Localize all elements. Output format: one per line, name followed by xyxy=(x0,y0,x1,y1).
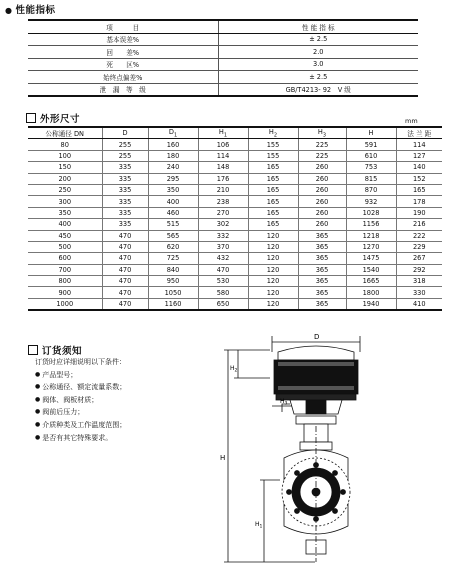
ordering-list xyxy=(35,356,126,444)
ordering-intro: 订货时应详细说明以下条件： xyxy=(35,358,126,366)
dimensions-cell: 460 xyxy=(148,207,198,218)
actuator-cap xyxy=(278,346,354,360)
dimensions-cell: 152 xyxy=(396,173,442,184)
dimensions-cell: 225 xyxy=(298,139,346,150)
dimensions-cell: 1665 xyxy=(346,276,396,287)
dimensions-row xyxy=(28,173,442,184)
dimensions-cell: 120 xyxy=(248,298,298,310)
dimensions-cell: 260 xyxy=(298,219,346,230)
dimensions-cell: 120 xyxy=(248,253,298,264)
dimensions-cell: 270 xyxy=(198,207,248,218)
dimensions-cell: 335 xyxy=(102,162,148,173)
dimensions-cell: 470 xyxy=(102,241,148,252)
dimensions-cell: 365 xyxy=(298,230,346,241)
dimensions-cell: 267 xyxy=(396,253,442,264)
dimensions-cell: 165 xyxy=(248,207,298,218)
ordering-item: ● 是否有其它特殊要求。 xyxy=(35,432,126,445)
performance-item: 泄 漏 等 级 xyxy=(28,83,218,96)
dimensions-cell: 318 xyxy=(396,276,442,287)
performance-header-row xyxy=(28,20,418,33)
header-flange: 法 兰 距 xyxy=(396,127,442,139)
dimensions-cell: 238 xyxy=(198,196,248,207)
dimensions-cell: 178 xyxy=(396,196,442,207)
dimensions-cell: 255 xyxy=(102,139,148,150)
dimensions-cell: 120 xyxy=(248,264,298,275)
dimensions-cell: 300 xyxy=(28,196,102,207)
dimensions-cell: 700 xyxy=(28,264,102,275)
ordering-item: ● 产品型号； xyxy=(35,369,126,382)
performance-row xyxy=(28,71,418,84)
dimensions-cell: 229 xyxy=(396,241,442,252)
stem-collar xyxy=(296,416,336,424)
dimensions-cell: 470 xyxy=(102,264,148,275)
dimensions-row xyxy=(28,150,442,161)
dimensions-cell: 210 xyxy=(198,184,248,195)
dimensions-cell: 260 xyxy=(298,196,346,207)
dimensions-table xyxy=(28,126,442,311)
dimensions-section-title: 外形尺寸 xyxy=(26,111,80,125)
dimensions-cell: 335 xyxy=(102,173,148,184)
dimensions-cell: 1540 xyxy=(346,264,396,275)
performance-value: ± 2.5 xyxy=(218,33,418,46)
dimensions-cell: 470 xyxy=(102,276,148,287)
dimensions-cell: 176 xyxy=(198,173,248,184)
dimensions-body xyxy=(28,139,442,310)
dimensions-cell: 335 xyxy=(102,196,148,207)
dimensions-cell: 470 xyxy=(102,230,148,241)
header-h3-sub: 3 xyxy=(322,132,327,139)
dimensions-cell: 148 xyxy=(198,162,248,173)
dimensions-cell: 591 xyxy=(346,139,396,150)
dimensions-row xyxy=(28,253,442,264)
dimensions-cell: 165 xyxy=(248,184,298,195)
dimensions-cell: 870 xyxy=(346,184,396,195)
dimensions-cell: 150 xyxy=(28,162,102,173)
dimensions-cell: 840 xyxy=(148,264,198,275)
dimensions-cell: 165 xyxy=(248,162,298,173)
dimensions-cell: 106 xyxy=(198,139,248,150)
dimensions-cell: 295 xyxy=(148,173,198,184)
dimensions-cell: 250 xyxy=(28,184,102,195)
performance-item: 基本误差% xyxy=(28,33,218,46)
dimensions-cell: 260 xyxy=(298,184,346,195)
header-h2: $H_2$ xyxy=(248,127,298,139)
dimensions-cell: 114 xyxy=(396,139,442,150)
header-h1-sub: 1 xyxy=(223,132,228,139)
dimensions-cell: 302 xyxy=(198,219,248,230)
performance-row xyxy=(28,58,418,71)
performance-header-value: 性 能 指 标 xyxy=(218,20,418,33)
dimensions-row xyxy=(28,219,442,230)
dimensions-cell: 565 xyxy=(148,230,198,241)
dimensions-cell: 753 xyxy=(346,162,396,173)
dimensions-cell: 370 xyxy=(198,241,248,252)
dimensions-cell: 292 xyxy=(396,264,442,275)
dimensions-cell: 335 xyxy=(102,207,148,218)
dimensions-cell: 470 xyxy=(102,287,148,298)
dimensions-cell: 330 xyxy=(396,287,442,298)
dimensions-cell: 365 xyxy=(298,298,346,310)
label-d: D xyxy=(314,333,320,341)
ordering-item: ● 介质种类及工作温度范围； xyxy=(35,419,126,432)
header-h1: $H_1$ xyxy=(198,127,248,139)
dimensions-cell: 240 xyxy=(148,162,198,173)
dimensions-cell: 80 xyxy=(28,139,102,150)
dimensions-cell: 350 xyxy=(28,207,102,218)
dimensions-cell: 260 xyxy=(298,162,346,173)
dimensions-cell: 160 xyxy=(148,139,198,150)
yoke-block xyxy=(306,400,326,414)
dimensions-cell: 432 xyxy=(198,253,248,264)
dimensions-header-row xyxy=(28,127,442,139)
dimensions-cell: 120 xyxy=(248,241,298,252)
actuator-base xyxy=(276,394,356,400)
dimensions-cell: 365 xyxy=(298,276,346,287)
dimensions-cell: 155 xyxy=(248,139,298,150)
dimensions-cell: 470 xyxy=(102,253,148,264)
dimensions-row xyxy=(28,139,442,150)
performance-item: 死 区% xyxy=(28,58,218,71)
label-h2: $H_2$ xyxy=(230,365,238,374)
performance-value: 3.0 xyxy=(218,58,418,71)
dimensions-cell: 216 xyxy=(396,219,442,230)
dimensions-cell: 470 xyxy=(102,298,148,310)
performance-section-title: ● 性能指标 xyxy=(5,2,56,16)
dimensions-cell: 450 xyxy=(28,230,102,241)
dimensions-row xyxy=(28,230,442,241)
performance-value: 2.0 xyxy=(218,46,418,59)
label-h: H xyxy=(220,454,226,462)
ordering-item: ● 阀体、阀板材质； xyxy=(35,394,126,407)
performance-table xyxy=(28,19,418,97)
dimensions-cell: 222 xyxy=(396,230,442,241)
header-h3: $H_3$ xyxy=(298,127,346,139)
dimensions-cell: 1156 xyxy=(346,219,396,230)
dimensions-row xyxy=(28,241,442,252)
dimensions-cell: 165 xyxy=(248,196,298,207)
performance-item: 回 差% xyxy=(28,46,218,59)
performance-row xyxy=(28,46,418,59)
dimensions-cell: 114 xyxy=(198,150,248,161)
dimensions-cell: 1028 xyxy=(346,207,396,218)
performance-row xyxy=(28,33,418,46)
header-h2-sub: 2 xyxy=(273,132,278,139)
dimensions-row xyxy=(28,264,442,275)
performance-value: ± 2.5 xyxy=(218,71,418,84)
performance-row xyxy=(28,83,418,96)
dimensions-cell: 365 xyxy=(298,253,346,264)
dimensions-cell: 120 xyxy=(248,230,298,241)
dimensions-cell: 365 xyxy=(298,241,346,252)
dimensions-cell: 335 xyxy=(102,184,148,195)
dimensions-row xyxy=(28,162,442,173)
dimensions-row xyxy=(28,196,442,207)
dimensions-cell: 400 xyxy=(28,219,102,230)
dimensions-cell: 255 xyxy=(102,150,148,161)
dimensions-cell: 365 xyxy=(298,264,346,275)
dimensions-cell: 1270 xyxy=(346,241,396,252)
dimensions-cell: 190 xyxy=(396,207,442,218)
dimensions-cell: 127 xyxy=(396,150,442,161)
dimensions-cell: 610 xyxy=(346,150,396,161)
dimensions-row xyxy=(28,287,442,298)
dimensions-cell: 580 xyxy=(198,287,248,298)
dimensions-cell: 1475 xyxy=(346,253,396,264)
performance-value: GB/T4213- 92 V 级 xyxy=(218,83,418,96)
dimensions-row xyxy=(28,298,442,310)
dimensions-cell: 1940 xyxy=(346,298,396,310)
dimensions-cell: 165 xyxy=(396,184,442,195)
dimensions-cell: 260 xyxy=(298,207,346,218)
dimensions-cell: 932 xyxy=(346,196,396,207)
dimensions-cell: 1000 xyxy=(28,298,102,310)
dimensions-cell: 200 xyxy=(28,173,102,184)
header-h: H xyxy=(346,127,396,139)
dimensions-cell: 1800 xyxy=(346,287,396,298)
dimensions-cell: 500 xyxy=(28,241,102,252)
header-d1-sub: 1 xyxy=(173,132,178,139)
dimensions-cell: 350 xyxy=(148,184,198,195)
header-d: D xyxy=(102,127,148,139)
dimensions-cell: 725 xyxy=(148,253,198,264)
header-dn: 公称通径 DN xyxy=(28,127,102,139)
dimensions-row xyxy=(28,184,442,195)
dimensions-row xyxy=(28,276,442,287)
dimensions-cell: 180 xyxy=(148,150,198,161)
dimensions-cell: 1218 xyxy=(346,230,396,241)
dimensions-cell: 260 xyxy=(298,173,346,184)
dimensions-cell: 165 xyxy=(248,219,298,230)
dimensions-cell: 650 xyxy=(198,298,248,310)
dimensions-cell: 332 xyxy=(198,230,248,241)
performance-header-item: 项 目 xyxy=(28,20,218,33)
dimensions-cell: 950 xyxy=(148,276,198,287)
dimensions-cell: 165 xyxy=(248,173,298,184)
dimensions-cell: 120 xyxy=(248,276,298,287)
dimensions-cell: 410 xyxy=(396,298,442,310)
header-d1: $D_1$ xyxy=(148,127,198,139)
dimensions-cell: 400 xyxy=(148,196,198,207)
ordering-item: ● 阀前后压力； xyxy=(35,406,126,419)
dimensions-cell: 1050 xyxy=(148,287,198,298)
dimensions-cell: 515 xyxy=(148,219,198,230)
ordering-item: ● 公称通径、额定流量系数； xyxy=(35,381,126,394)
dimensions-row xyxy=(28,207,442,218)
dimensions-unit: mm xyxy=(405,117,418,125)
dimensions-cell: 530 xyxy=(198,276,248,287)
dimensions-cell: 1160 xyxy=(148,298,198,310)
ordering-section-title: 订货须知 xyxy=(28,343,82,357)
dimensions-cell: 600 xyxy=(28,253,102,264)
label-h3: $H_3$ xyxy=(280,398,288,407)
dimensions-cell: 470 xyxy=(198,264,248,275)
dimensions-cell: 120 xyxy=(248,287,298,298)
dimensions-cell: 140 xyxy=(396,162,442,173)
dimensions-cell: 335 xyxy=(102,219,148,230)
dimensions-cell: 225 xyxy=(298,150,346,161)
dimensions-cell: 815 xyxy=(346,173,396,184)
label-h1: $H_1$ xyxy=(255,521,263,530)
dimensions-cell: 155 xyxy=(248,150,298,161)
performance-item: 始终点偏差% xyxy=(28,71,218,84)
dimensions-cell: 800 xyxy=(28,276,102,287)
valve-drawing xyxy=(220,330,400,568)
dimensions-cell: 900 xyxy=(28,287,102,298)
dimensions-cell: 365 xyxy=(298,287,346,298)
dimensions-cell: 620 xyxy=(148,241,198,252)
dimensions-cell: 100 xyxy=(28,150,102,161)
